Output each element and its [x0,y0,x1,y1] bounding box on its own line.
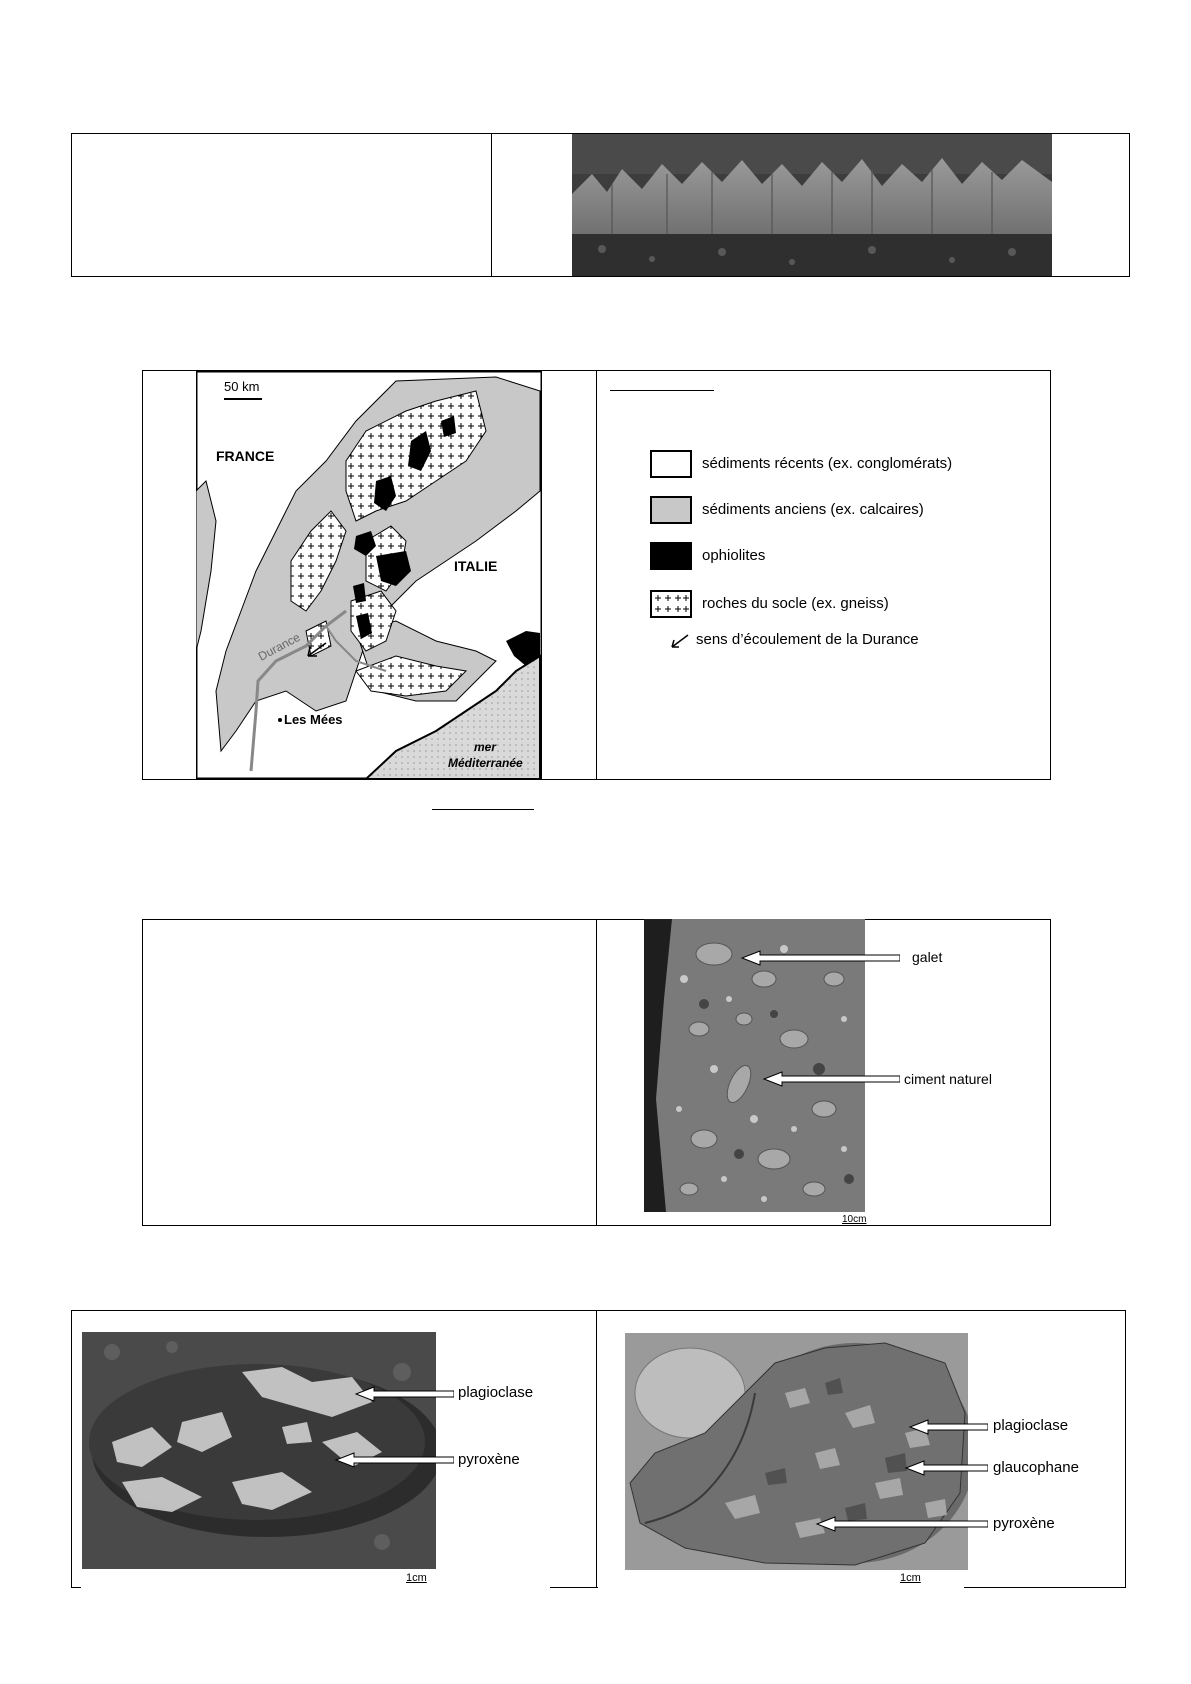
gabbro-plagioclase-arrow [354,1386,454,1402]
ciment-arrow [762,1071,900,1087]
gabbro-photo [82,1332,436,1569]
metagabbro-photo-image [625,1333,968,1570]
legend-swatch-black [650,542,692,570]
legend-label: sédiments anciens (ex. calcaires) [702,501,924,518]
top-table-divider [491,133,492,277]
map-table-divider [596,370,597,780]
map-label-les-mees: Les Mées [284,712,343,727]
legend-swatch-white [650,450,692,478]
gabbro-photo-image [82,1332,436,1569]
metagabbro-label-plagioclase: plagioclase [993,1417,1069,1434]
conglomerate-scale: 10cm [842,1214,867,1225]
les-mees-dot [278,718,282,722]
legend-label: roches du socle (ex. gneiss) [702,595,889,612]
rocks-table-bottom-left [71,1587,81,1588]
gabbro-scale: 1cm [406,1572,427,1584]
geological-map [196,371,542,779]
rocks-table-divider [596,1310,597,1588]
conglomerate-top-line [1000,919,1051,920]
metagabbro-photo [625,1333,968,1570]
metagabbro-label-glaucophane: glaucophane [993,1459,1079,1476]
conglomerate-table-divider [596,919,597,1226]
map-scale-label: 50 km [224,379,260,394]
legend-flow-label: sens d’écoulement de la Durance [696,631,919,648]
geological-map-svg [196,371,542,779]
legend-label: sédiments récents (ex. conglomérats) [702,455,953,472]
gabbro-label-plagioclase: plagioclase [458,1384,534,1401]
map-label-italie: ITALIE [454,558,498,574]
rocks-table-left [71,1310,72,1588]
rocks-table-bottom-mid [550,1587,598,1588]
legend-swatch-crosses [650,590,692,618]
map-label-france: FRANCE [216,448,275,464]
penitents-photo [572,134,1052,276]
rocks-table-right [1125,1310,1126,1588]
rocks-table-top [71,1310,1126,1311]
map-label-mediterranee: Méditerranée [448,756,523,770]
penitents-photo-image [572,134,1052,276]
map-label-durance: Durance [255,629,303,664]
rocks-table-bottom-right [964,1587,1126,1588]
flow-arrow-icon [668,632,690,652]
section-underline [432,809,534,810]
legend-swatch-grey [650,496,692,524]
map-label-mer: mer [474,740,497,754]
label-ciment: ciment naturel [904,1071,992,1087]
legend-item-flow [668,630,968,654]
legend-label: ophiolites [702,547,766,564]
galet-arrow [740,950,900,966]
metagabbro-label-pyroxene: pyroxène [993,1515,1055,1532]
metagabbro-scale: 1cm [900,1572,921,1584]
label-galet: galet [912,949,943,965]
gabbro-pyroxene-arrow [334,1452,454,1468]
legend-title-underline [610,390,714,391]
metagabbro-glaucophane-arrow [904,1460,988,1476]
gabbro-label-pyroxene: pyroxène [458,1451,520,1468]
metagabbro-pyroxene-arrow [815,1516,988,1532]
metagabbro-plagioclase-arrow [908,1419,988,1435]
